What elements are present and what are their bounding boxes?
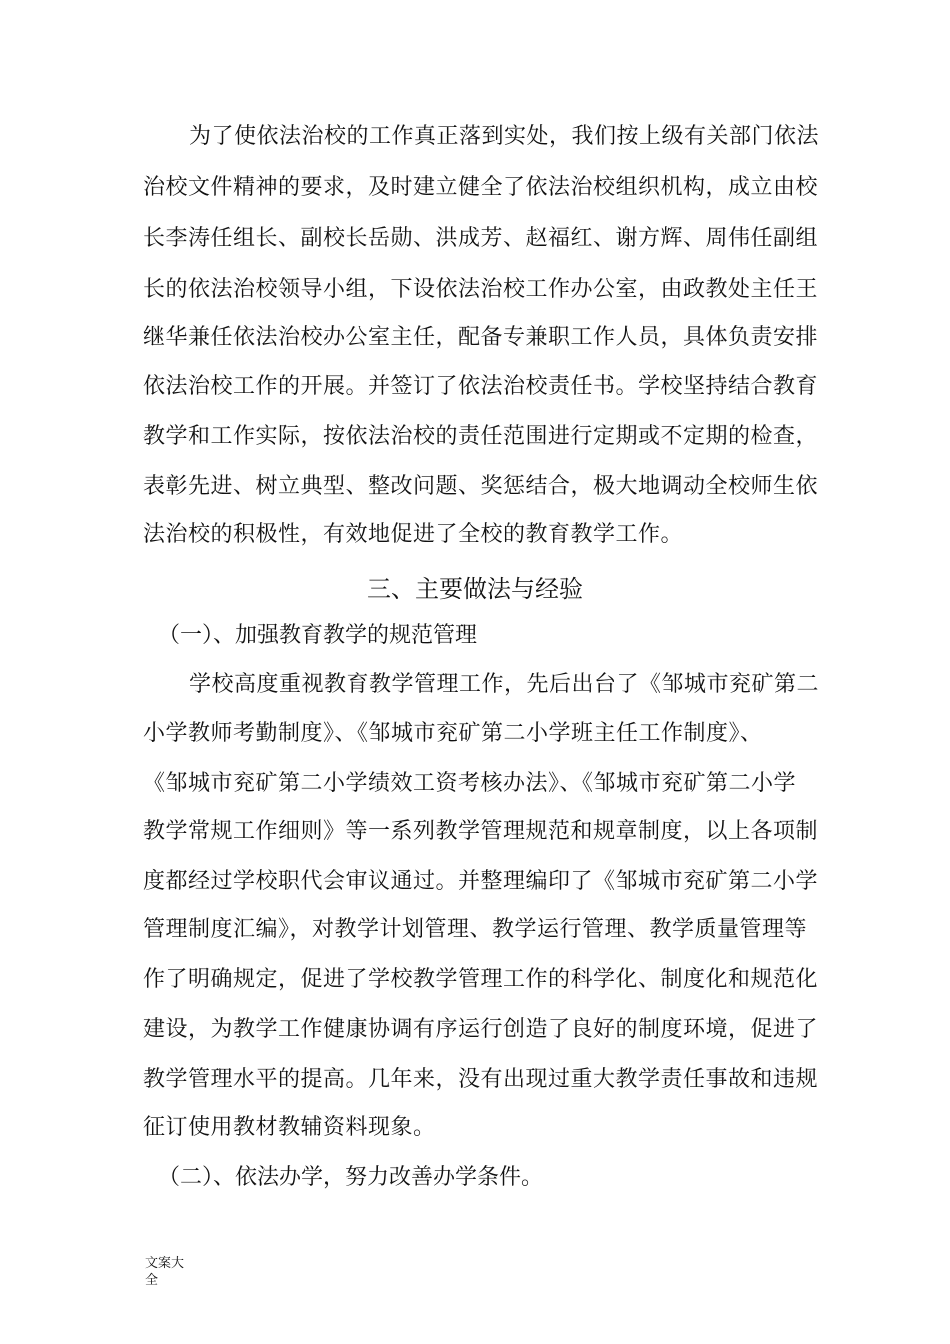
paragraph-line: 度都经过学校职代会审议通过。并整理编印了《邹城市兖矿第二小学 [143,869,819,894]
subsection-heading-1: （一）、加强教育教学的规范管理 [158,623,478,648]
paragraph-line: 为了使依法治校的工作真正落到实处，我们按上级有关部门依法 [189,124,820,149]
paragraph-line: 《邹城市兖矿第二小学绩效工资考核办法》、《邹城市兖矿第二小学 [143,771,797,796]
paragraph-line: 作了明确规定，促进了学校教学管理工作的科学化、制度化和规范化 [143,967,819,992]
paragraph-line: 学校高度重视教育教学管理工作，先后出台了《邹城市兖矿第二 [189,672,820,697]
paragraph-line: 长的依法治校领导小组，下设依法治校工作办公室，由政教处主任王 [143,277,819,302]
paragraph-line: 表彰先进、树立典型、整改问题、奖惩结合，极大地调动全校师生依 [143,474,819,499]
paragraph-line: 教学常规工作细则》等一系列教学管理规范和规章制度，以上各项制 [143,819,819,844]
section-title: 三、主要做法与经验 [367,575,583,603]
paragraph-line: 征订使用教材教辅资料现象。 [143,1115,436,1140]
page-footer [145,1255,184,1289]
paragraph-line: 教学管理水平的提高。几年来，没有出现过重大教学责任事故和违规 [143,1067,819,1092]
paragraph-line: 长李涛任组长、副校长岳勋、洪成芳、赵福红、谢方辉、周伟任副组 [143,226,819,251]
paragraph-line: 依法治校工作的开展。并签订了依法治校责任书。学校坚持结合教育 [143,374,819,399]
paragraph-line: 小学教师考勤制度》、《邹城市兖矿第二小学班主任工作制度》、 [143,721,763,746]
paragraph-line: 法治校的积极性，有效地促进了全校的教育教学工作。 [143,522,684,547]
footer-line: 全 [145,1273,159,1288]
paragraph-line: 管理制度汇编》，对教学计划管理、教学运行管理、教学质量管理等 [143,917,808,942]
subsection-heading-2: （二）、依法办学，努力改善办学条件。 [158,1165,544,1190]
footer-line: 文案大 [145,1256,185,1271]
paragraph-line: 教学和工作实际，按依法治校的责任范围进行定期或不定期的检查， [143,424,819,449]
paragraph-line: 继华兼任依法治校办公室主任，配备专兼职工作人员，具体负责安排 [143,325,819,350]
paragraph-line: 治校文件精神的要求，及时建立健全了依法治校组织机构，成立由校 [143,175,819,200]
paragraph-line: 建设，为教学工作健康协调有序运行创造了良好的制度环境，促进了 [143,1017,819,1042]
